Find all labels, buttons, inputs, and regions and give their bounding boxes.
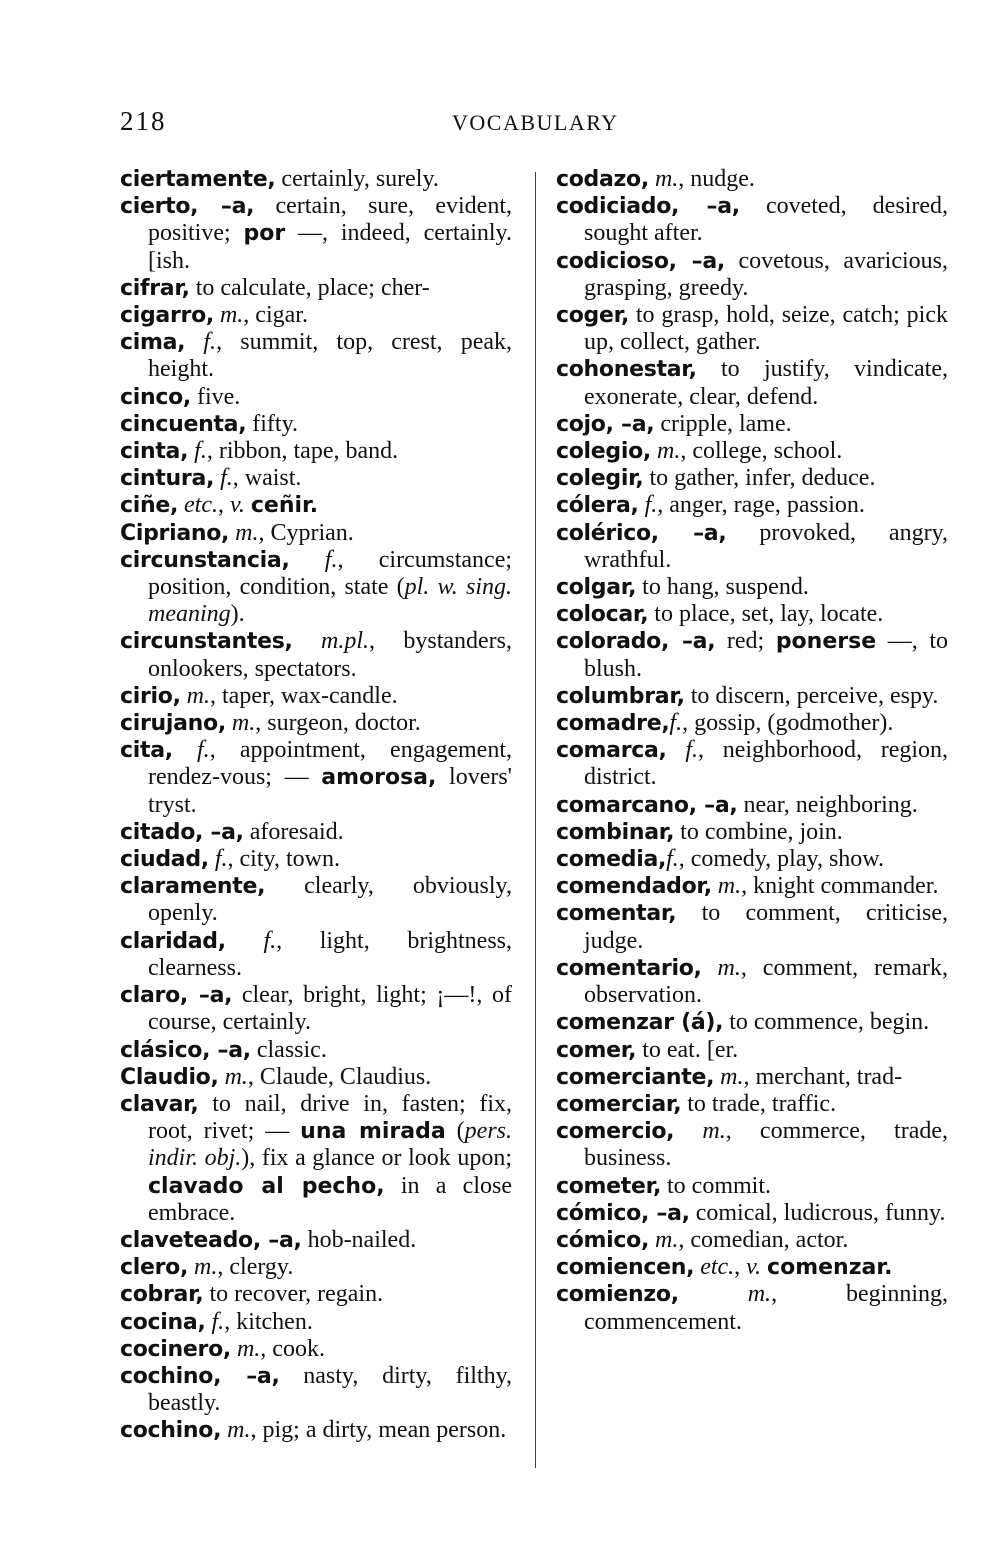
- grammar-abbrev: m.: [656, 438, 681, 465]
- definition-text: , city, town.: [227, 846, 340, 873]
- headword: cirio,: [120, 683, 181, 709]
- definition-text: , college, school.: [680, 438, 843, 465]
- definition-text: to combine, join.: [674, 818, 843, 845]
- vocabulary-entry: [120, 302, 512, 329]
- definition-text: [702, 955, 718, 981]
- headword: codazo,: [556, 167, 649, 192]
- headword: colegir,: [556, 466, 644, 492]
- definition-text: (: [445, 1118, 465, 1145]
- definition-text: covetous, avaricious, grasping, greedy.: [584, 247, 948, 301]
- vocabulary-entry: [556, 1009, 948, 1036]
- vocabulary-entry: [120, 329, 512, 383]
- definition-text: certain, sure, evident, positive;: [148, 193, 512, 247]
- vocabulary-entry: [120, 628, 512, 682]
- definition-text: to comment, criticise, judge.: [584, 900, 948, 954]
- vocabulary-entry: [120, 819, 512, 846]
- bold-phrase: comenzar.: [767, 1255, 893, 1281]
- grammar-abbrev: m.: [747, 1281, 772, 1308]
- headword: circunstantes,: [120, 629, 293, 655]
- headword: circunstancia,: [120, 547, 290, 573]
- headword: cojo, –a,: [556, 411, 655, 437]
- vocabulary-entry: [556, 492, 948, 519]
- headword: colocar,: [556, 602, 649, 628]
- grammar-abbrev: f.: [666, 846, 679, 873]
- headword: cocina,: [120, 1309, 206, 1335]
- definition-text: , nudge.: [678, 166, 755, 192]
- grammar-abbrev: m.: [720, 1063, 744, 1090]
- definition-text: ,: [218, 492, 231, 519]
- grammar-abbrev: f.: [263, 927, 277, 954]
- column-divider: [535, 172, 536, 1468]
- headword: cólera,: [556, 493, 639, 519]
- vocabulary-entry: [120, 846, 512, 873]
- definition-text: hob-nailed.: [301, 1226, 417, 1253]
- definition-text: classic.: [250, 1036, 327, 1063]
- headword: ciudad,: [120, 847, 209, 873]
- vocabulary-entry: [556, 683, 948, 710]
- definition-text: ), fix a glance or look upon;: [241, 1145, 512, 1172]
- definition-text: to recover, regain.: [203, 1281, 384, 1308]
- vocabulary-entry: [556, 1254, 948, 1281]
- vocabulary-entry: [120, 1417, 512, 1444]
- definition-text: [290, 547, 325, 573]
- definition-text: aforesaid.: [243, 818, 344, 845]
- bold-phrase: una mirada: [300, 1119, 446, 1145]
- definition-text: to calculate, place; cher-: [189, 274, 430, 301]
- vocabulary-entry: [556, 248, 948, 302]
- grammar-abbrev: m.: [231, 710, 256, 737]
- definition-text: , bystanders, onlookers, spectators.: [148, 628, 512, 682]
- vocabulary-entry: [120, 1091, 512, 1227]
- headword: columbrar,: [556, 683, 685, 709]
- grammar-abbrev: f.: [669, 710, 683, 737]
- vocabulary-entry: [556, 1091, 948, 1118]
- grammar-abbrev: v.: [230, 492, 245, 519]
- definition-text: [679, 1281, 748, 1307]
- vocabulary-entry: [556, 819, 948, 846]
- vocabulary-entry: [556, 302, 948, 356]
- vocabulary-entry: [120, 1309, 512, 1336]
- headword: claramente,: [120, 874, 266, 900]
- grammar-abbrev: f.: [197, 737, 210, 764]
- vocabulary-entry: [556, 574, 948, 601]
- headword: cómico,: [556, 1227, 650, 1253]
- grammar-abbrev: m.: [227, 1417, 251, 1444]
- grammar-abbrev: m.: [717, 873, 742, 900]
- definition-text: nasty, dirty, filthy, beastly.: [148, 1362, 513, 1417]
- headword: colegio,: [556, 439, 651, 465]
- headword: clero,: [120, 1255, 189, 1281]
- vocabulary-entry: [556, 1200, 948, 1227]
- grammar-abbrev: m.pl.: [320, 628, 369, 655]
- grammar-abbrev: pl. w. sing. meaning: [148, 574, 512, 628]
- headword: citado, –a,: [120, 819, 244, 845]
- definition-text: to commence, begin.: [723, 1009, 930, 1036]
- page-header: [0, 106, 1000, 146]
- vocabulary-entry: [120, 683, 512, 710]
- definition-text: fifty.: [246, 410, 299, 437]
- definition-text: red;: [715, 628, 776, 655]
- grammar-abbrev: etc.: [184, 492, 219, 519]
- headword: comendador,: [556, 874, 712, 900]
- headword: comerciar,: [556, 1091, 682, 1117]
- definition-text: [185, 329, 203, 355]
- definition-text: , cigar.: [243, 302, 308, 329]
- headword: cometer,: [556, 1173, 662, 1199]
- headword: cinco,: [120, 384, 191, 410]
- definition-text: [674, 1118, 702, 1144]
- headword: cómico, –a,: [556, 1200, 690, 1226]
- vocabulary-entry: [120, 384, 512, 411]
- definition-text: , taper, wax-candle.: [210, 682, 398, 709]
- bold-phrase: ponerse: [775, 629, 877, 655]
- definition-text: , anger, rage, passion.: [657, 492, 865, 519]
- headword: cincuenta,: [120, 411, 247, 437]
- headword: cintura,: [120, 466, 215, 492]
- vocabulary-entry: [556, 900, 948, 954]
- definition-text: to gather, infer, deduce.: [643, 465, 876, 492]
- definition-text: [173, 737, 197, 763]
- definition-text: ).: [230, 601, 245, 628]
- right-column: [556, 166, 948, 1336]
- definition-text: , kitchen.: [224, 1308, 313, 1335]
- vocabulary-entry: [120, 1363, 512, 1417]
- vocabulary-entry: [556, 710, 948, 737]
- headword: codiciado, –a,: [556, 194, 740, 220]
- headword: comercio,: [556, 1119, 675, 1145]
- definition-text: , surgeon, doctor.: [255, 710, 421, 737]
- grammar-abbrev: m.: [702, 1118, 726, 1145]
- headword: cita,: [120, 738, 173, 764]
- definition-text: , circumstance; position, condition, state (: [148, 546, 513, 601]
- vocabulary-entry: [120, 492, 512, 519]
- vocabulary-entry: [556, 193, 948, 247]
- grammar-abbrev: f.: [194, 438, 207, 465]
- headword: comiencen,: [556, 1255, 695, 1281]
- headword: claveteado, –a,: [120, 1227, 302, 1253]
- definition-text: in a close embrace.: [148, 1172, 512, 1226]
- definition-text: near, neighboring.: [737, 791, 918, 818]
- headword: comarcano, –a,: [556, 792, 738, 818]
- headword: clavar,: [120, 1091, 199, 1117]
- headword: cinta,: [120, 439, 189, 465]
- definition-text: to commit.: [661, 1172, 772, 1199]
- headword: codicioso, –a,: [556, 248, 725, 274]
- bold-phrase: por: [243, 221, 286, 247]
- headword: comedia,: [556, 847, 667, 873]
- headword: cobrar,: [120, 1282, 204, 1308]
- vocabulary-entry: [120, 275, 512, 302]
- definition-text: clearly, obviously, openly.: [148, 873, 512, 927]
- vocabulary-entry: [556, 356, 948, 410]
- definition-text: to place, set, lay, locate.: [648, 601, 884, 628]
- headword: colérico, –a,: [556, 520, 727, 546]
- vocabulary-entry: [556, 520, 948, 574]
- vocabulary-entry: [120, 737, 512, 819]
- headword: comentario,: [556, 955, 702, 981]
- definition-text: —, indeed, certainly. [ish.: [148, 220, 512, 274]
- vocabulary-entry: [120, 710, 512, 737]
- grammar-abbrev: m.: [186, 682, 210, 709]
- vocabulary-entry: [120, 1336, 512, 1363]
- headword: coger,: [556, 303, 629, 329]
- grammar-abbrev: m.: [235, 519, 259, 546]
- vocabulary-entry: [120, 438, 512, 465]
- definition-text: , clergy.: [217, 1254, 294, 1281]
- grammar-abbrev: m.: [236, 1335, 261, 1362]
- vocabulary-entry: [556, 955, 948, 1009]
- definition-text: , beginning, commencement.: [584, 1281, 948, 1335]
- grammar-abbrev: f.: [220, 465, 233, 492]
- bold-phrase: amorosa,: [321, 765, 437, 791]
- vocabulary-entry: [556, 411, 948, 438]
- headword: comadre,: [556, 711, 670, 737]
- definition-text: to nail, drive in, fasten; fix, root, rivet; —: [148, 1090, 512, 1145]
- definition-text: provoked, angry, wrathful.: [584, 519, 949, 573]
- vocabulary-entry: [556, 601, 948, 628]
- definition-text: , pig; a dirty, mean person.: [250, 1417, 507, 1444]
- headword: cigarro,: [120, 303, 214, 329]
- headword: comerciante,: [556, 1064, 715, 1090]
- bold-phrase: ceñir.: [250, 493, 319, 519]
- headword: cirujano,: [120, 711, 226, 737]
- definition-text: , comedy, play, show.: [678, 846, 885, 873]
- vocabulary-entry: [556, 465, 948, 492]
- headword: ciñe,: [120, 493, 179, 519]
- definition-text: [667, 737, 686, 763]
- grammar-abbrev: f.: [214, 846, 228, 873]
- running-head-title: VOCABULARY: [452, 110, 619, 135]
- definition-text: , waist.: [232, 465, 302, 492]
- definition-text: , knight commander.: [741, 873, 939, 900]
- headword: cima,: [120, 330, 186, 356]
- headword: comentar,: [556, 901, 677, 927]
- headword: Cipriano,: [120, 520, 230, 546]
- definition-text: to hang, suspend.: [636, 574, 809, 601]
- grammar-abbrev: f.: [211, 1308, 225, 1335]
- vocabulary-entry: [120, 547, 512, 629]
- headword: comer,: [556, 1037, 637, 1063]
- headword: claro, –a,: [120, 983, 233, 1009]
- vocabulary-entry: [120, 520, 512, 547]
- definition-text: clear, bright, light; ¡—!, of course, certainly.: [148, 982, 512, 1036]
- vocabulary-entry: [556, 1227, 948, 1254]
- definition-text: , commerce, trade, business.: [584, 1118, 949, 1172]
- vocabulary-entry: [556, 1173, 948, 1200]
- vocabulary-entry: [120, 982, 512, 1036]
- definition-text: five.: [190, 383, 241, 410]
- headword: comienzo,: [556, 1282, 679, 1308]
- vocabulary-entry: [120, 411, 512, 438]
- definition-text: , comedian, actor.: [678, 1226, 849, 1253]
- vocabulary-entry: [556, 873, 948, 900]
- grammar-abbrev: etc.: [700, 1254, 735, 1281]
- vocabulary-entry: [120, 1227, 512, 1254]
- vocabulary-entry: [556, 438, 948, 465]
- headword: colorado, –a,: [556, 629, 716, 655]
- vocabulary-entry: [556, 628, 948, 682]
- headword: ciertamente,: [120, 167, 276, 192]
- definition-text: comical, ludicrous, funny.: [689, 1199, 946, 1226]
- vocabulary-entry: [120, 465, 512, 492]
- vocabulary-entry: [120, 1037, 512, 1064]
- grammar-abbrev: pers. indir. obj.: [148, 1118, 513, 1172]
- definition-text: to grasp, hold, seize, catch; pick up, collect, gather.: [584, 302, 948, 356]
- headword: Claudio,: [120, 1064, 219, 1090]
- definition-text: , light, brightness, clearness.: [148, 927, 512, 981]
- vocabulary-entry: [556, 737, 948, 791]
- definition-text: , Claude, Claudius.: [247, 1063, 432, 1090]
- headword: comenzar (á),: [556, 1010, 724, 1036]
- grammar-abbrev: m.: [654, 166, 679, 192]
- definition-text: , summit, top, crest, peak, height.: [148, 329, 513, 383]
- grammar-abbrev: m.: [655, 1226, 679, 1253]
- grammar-abbrev: m.: [194, 1254, 218, 1281]
- grammar-abbrev: m.: [717, 954, 741, 981]
- grammar-abbrev: v.: [746, 1254, 762, 1281]
- vocabulary-entry: [120, 193, 512, 275]
- bold-phrase: clavado al pecho,: [148, 1173, 385, 1199]
- definition-text: [293, 628, 321, 654]
- definition-text: to trade, traffic.: [681, 1090, 837, 1117]
- headword: cohonestar,: [556, 357, 697, 383]
- vocabulary-entry: [120, 1281, 512, 1308]
- vocabulary-entry: [556, 166, 948, 193]
- definition-text: , comment, remark, observation.: [584, 954, 949, 1009]
- vocabulary-entry: [120, 928, 512, 982]
- definition-text: , merchant, trad-: [743, 1063, 903, 1090]
- grammar-abbrev: f.: [324, 546, 338, 573]
- vocabulary-entry: [556, 1064, 948, 1091]
- grammar-abbrev: f.: [644, 492, 658, 519]
- definition-text: , gossip, (godmother).: [682, 710, 894, 737]
- definition-text: lovers' tryst.: [148, 764, 513, 818]
- grammar-abbrev: m.: [224, 1063, 248, 1090]
- vocabulary-entry: [556, 1037, 948, 1064]
- headword: cierto, –a,: [120, 194, 255, 220]
- definition-text: coveted, desired, sought after.: [584, 193, 948, 247]
- definition-text: , cook.: [260, 1335, 325, 1362]
- definition-text: , Cyprian.: [258, 519, 354, 546]
- headword: claridad,: [120, 928, 226, 954]
- vocabulary-entry: [556, 846, 948, 873]
- vocabulary-entry: [556, 1118, 948, 1172]
- vocabulary-entry: [556, 1281, 948, 1335]
- definition-text: [226, 928, 264, 954]
- definition-text: cripple, lame.: [654, 410, 792, 437]
- grammar-abbrev: m.: [219, 302, 244, 329]
- definition-text: , neighborhood, region, district.: [584, 737, 949, 791]
- definition-text: , appointment, engagement, rendez-vous; —: [148, 737, 513, 791]
- headword: combinar,: [556, 819, 675, 845]
- left-column: [120, 166, 512, 1445]
- headword: cocinero,: [120, 1336, 231, 1362]
- definition-text: —, to blush.: [584, 628, 948, 682]
- vocabulary-entry: [120, 1254, 512, 1281]
- headword: clásico, –a,: [120, 1037, 251, 1063]
- grammar-abbrev: f.: [203, 329, 217, 356]
- vocabulary-entry: [120, 1064, 512, 1091]
- definition-text: , ribbon, tape, band.: [206, 438, 399, 465]
- headword: colgar,: [556, 575, 637, 601]
- grammar-abbrev: f.: [685, 737, 698, 764]
- headword: cochino,: [120, 1418, 222, 1444]
- definition-text: ,: [734, 1254, 747, 1281]
- definition-text: to justify, vindicate, exonerate, clear, defend.: [584, 356, 948, 410]
- headword: cifrar,: [120, 275, 190, 301]
- vocabulary-entry: [120, 166, 512, 193]
- definition-text: to discern, perceive, espy.: [684, 682, 939, 709]
- definition-text: certainly, surely.: [275, 166, 439, 192]
- vocabulary-entry: [120, 873, 512, 927]
- vocabulary-entry: [556, 792, 948, 819]
- headword: comarca,: [556, 738, 667, 764]
- headword: cochino, –a,: [120, 1363, 280, 1389]
- definition-text: to eat. [er.: [636, 1036, 739, 1063]
- page-number: 218: [120, 106, 167, 136]
